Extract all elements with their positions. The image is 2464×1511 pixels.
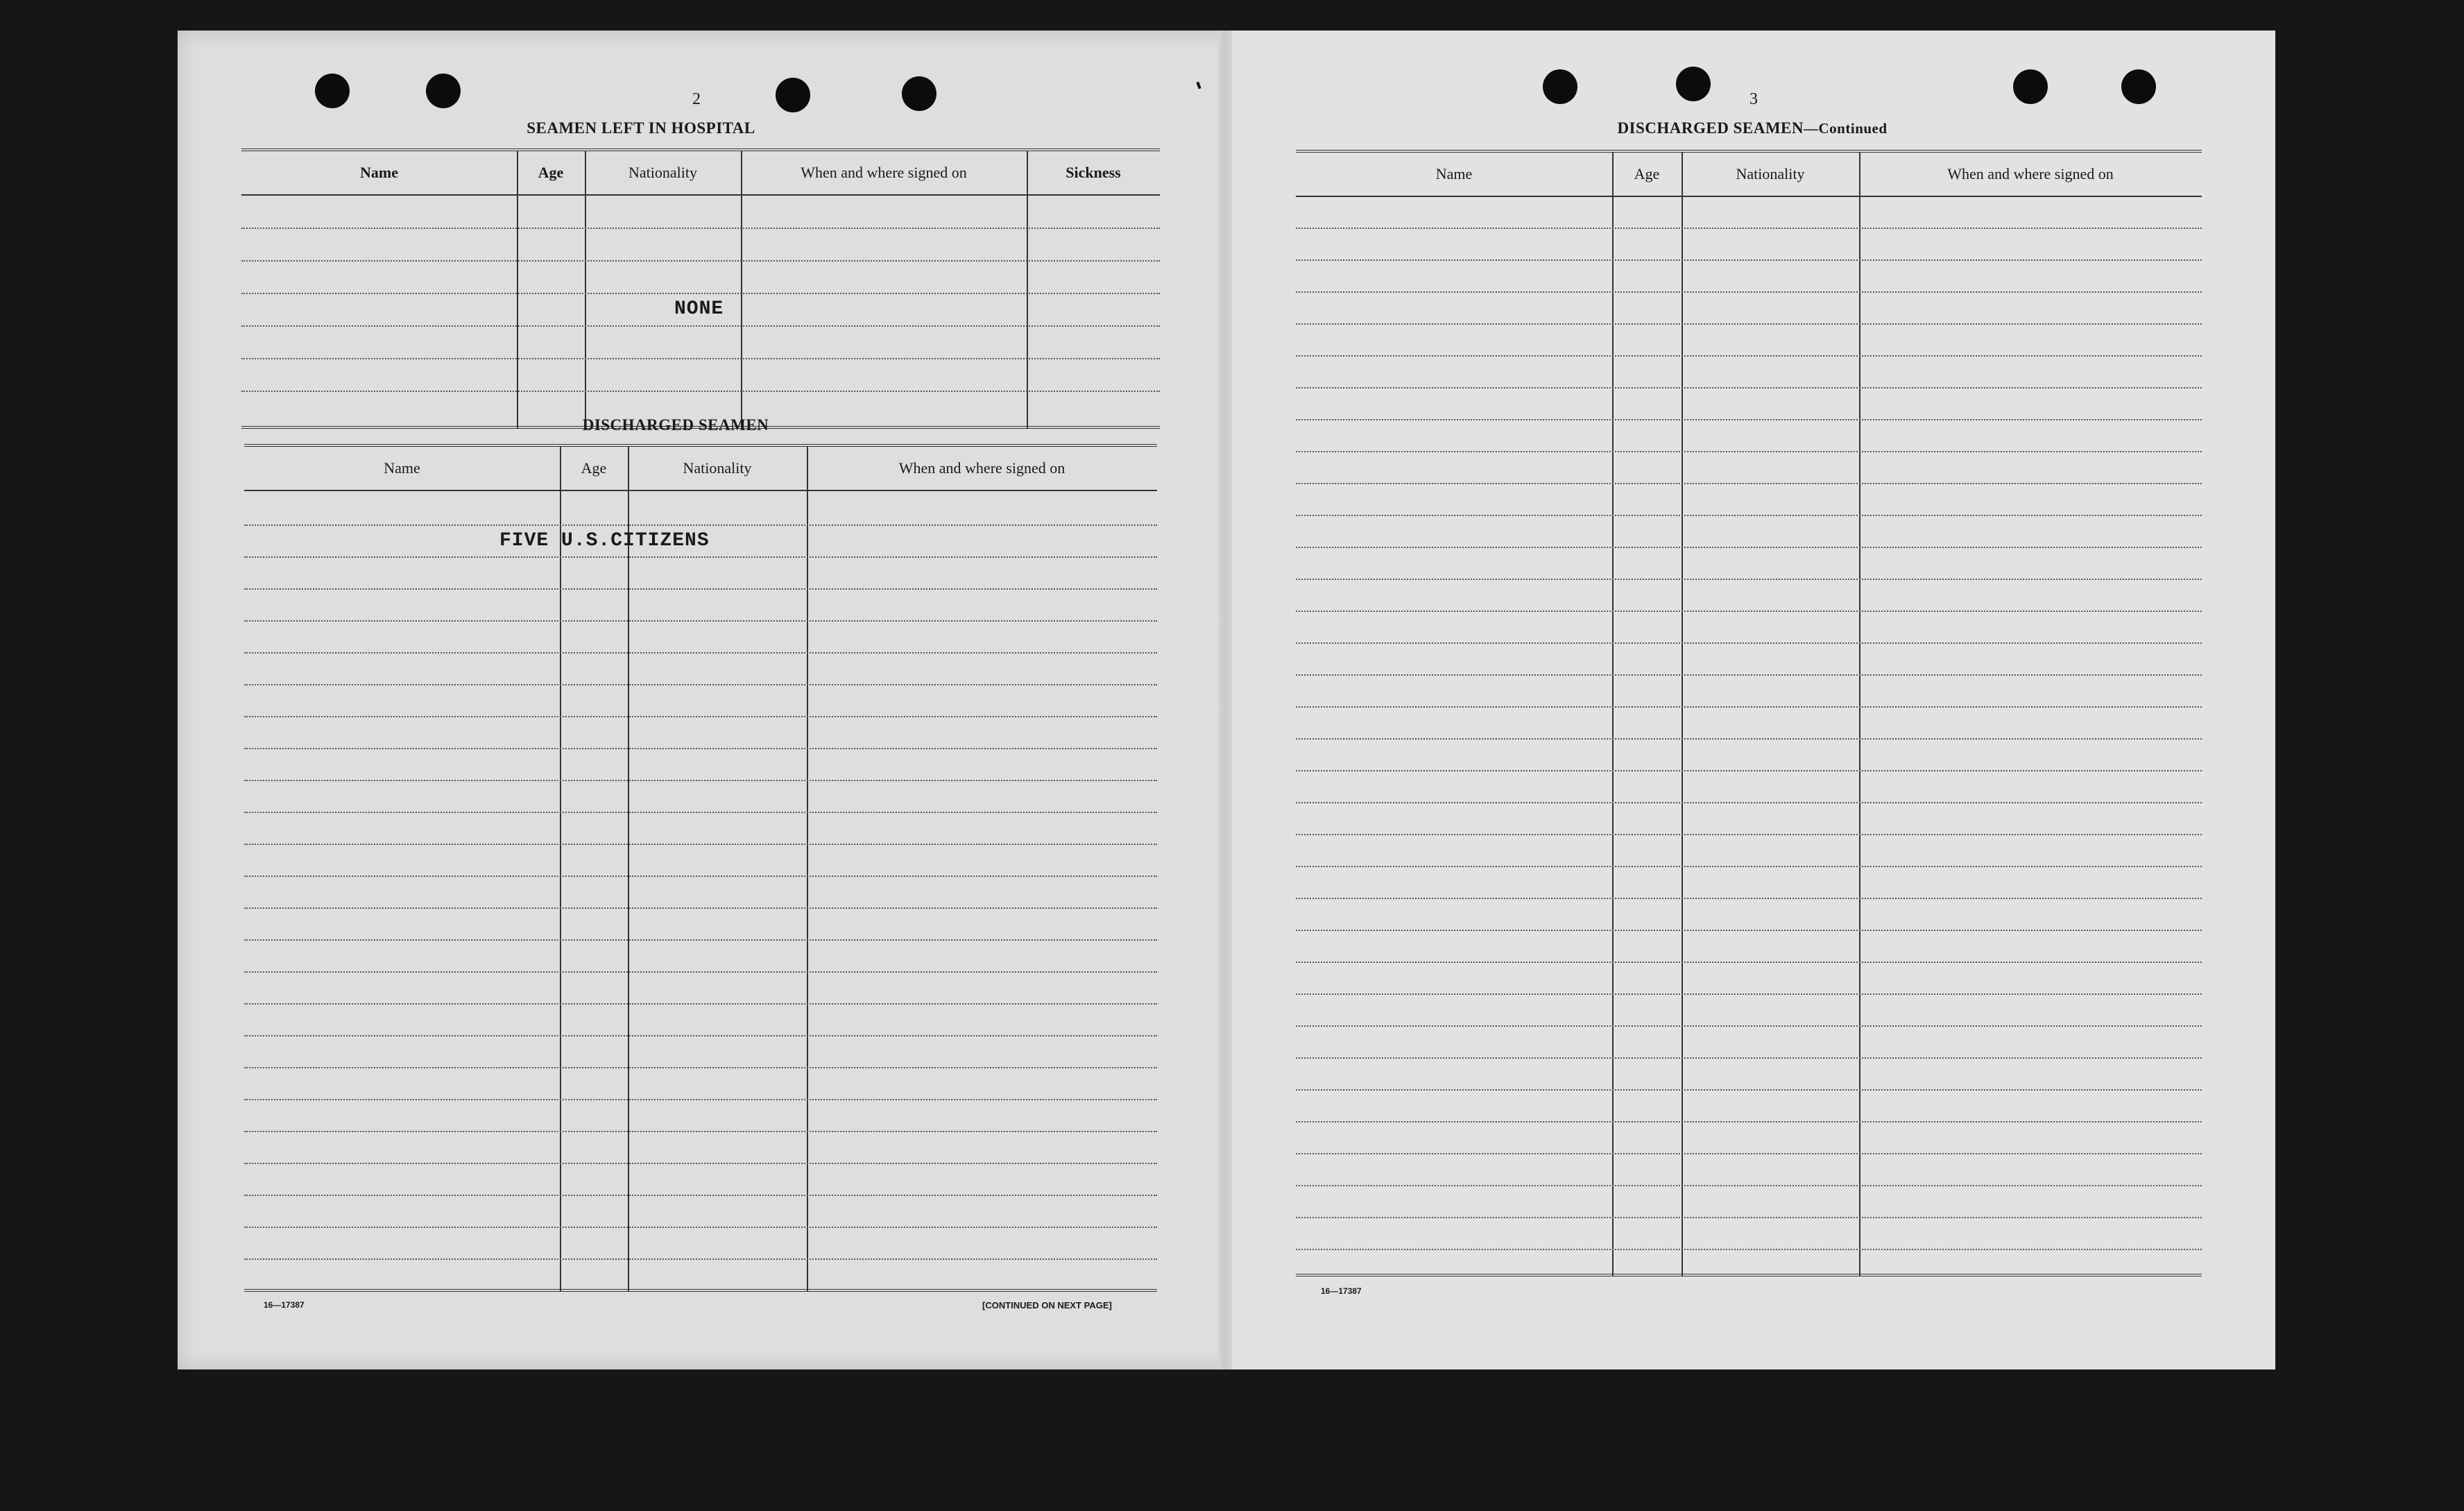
- hospital-section-title: SEAMEN LEFT IN HOSPITAL: [527, 119, 755, 137]
- right-section-title: [1523, 119, 1981, 137]
- right-section-title-main: DISCHARGED SEAMEN: [1617, 119, 1804, 137]
- page-number: 3: [1749, 90, 1758, 108]
- discharged-continued-table: [1296, 150, 2202, 1277]
- punch-hole: [426, 74, 461, 108]
- discharged-continued-table-header: [1296, 153, 2202, 197]
- discharged-table-header: [244, 447, 1157, 491]
- left-page: [178, 31, 1218, 1369]
- form-code: 16—17387: [1321, 1286, 1362, 1296]
- discharged-table: [244, 444, 1157, 1292]
- column-header-name: Name: [1435, 165, 1473, 182]
- hospital-table-header: [241, 151, 1160, 196]
- discharged-entry: FIVE U.S.CITIZENS: [499, 530, 710, 552]
- column-header-age: Age: [1634, 165, 1660, 182]
- column-header-signed-on: When and where signed on: [801, 164, 967, 181]
- column-header-age: Age: [581, 459, 607, 477]
- hospital-table: [241, 148, 1160, 429]
- punch-hole: [2121, 69, 2156, 104]
- punch-hole: [1543, 69, 1577, 104]
- right-page: [1232, 31, 2275, 1369]
- right-section-title-suffix: —Continued: [1804, 120, 1888, 137]
- punch-hole: [902, 76, 936, 111]
- page-gutter: [1218, 31, 1232, 1369]
- column-header-signed-on: When and where signed on: [1947, 165, 2114, 182]
- punch-hole: [2013, 69, 2048, 104]
- column-header-age: Age: [538, 164, 564, 181]
- column-header-sickness: Sickness: [1066, 164, 1121, 181]
- column-header-name: Name: [384, 459, 420, 477]
- continued-note: [CONTINUED ON NEXT PAGE]: [982, 1300, 1112, 1311]
- column-header-signed-on: When and where signed on: [898, 459, 1066, 477]
- form-code: 16—17387: [264, 1300, 305, 1310]
- scanned-document: [178, 31, 2275, 1369]
- column-header-nationality: Nationality: [1736, 165, 1805, 182]
- punch-hole: [1676, 67, 1711, 101]
- punch-hole: [776, 78, 810, 112]
- column-header-name: Name: [360, 164, 398, 181]
- page-number: 2: [692, 90, 701, 108]
- hospital-entry: NONE: [674, 298, 724, 320]
- column-header-nationality: Nationality: [628, 164, 697, 181]
- punch-hole: [315, 74, 350, 108]
- discharged-section-title: DISCHARGED SEAMEN: [582, 416, 769, 434]
- column-header-nationality: Nationality: [683, 459, 752, 477]
